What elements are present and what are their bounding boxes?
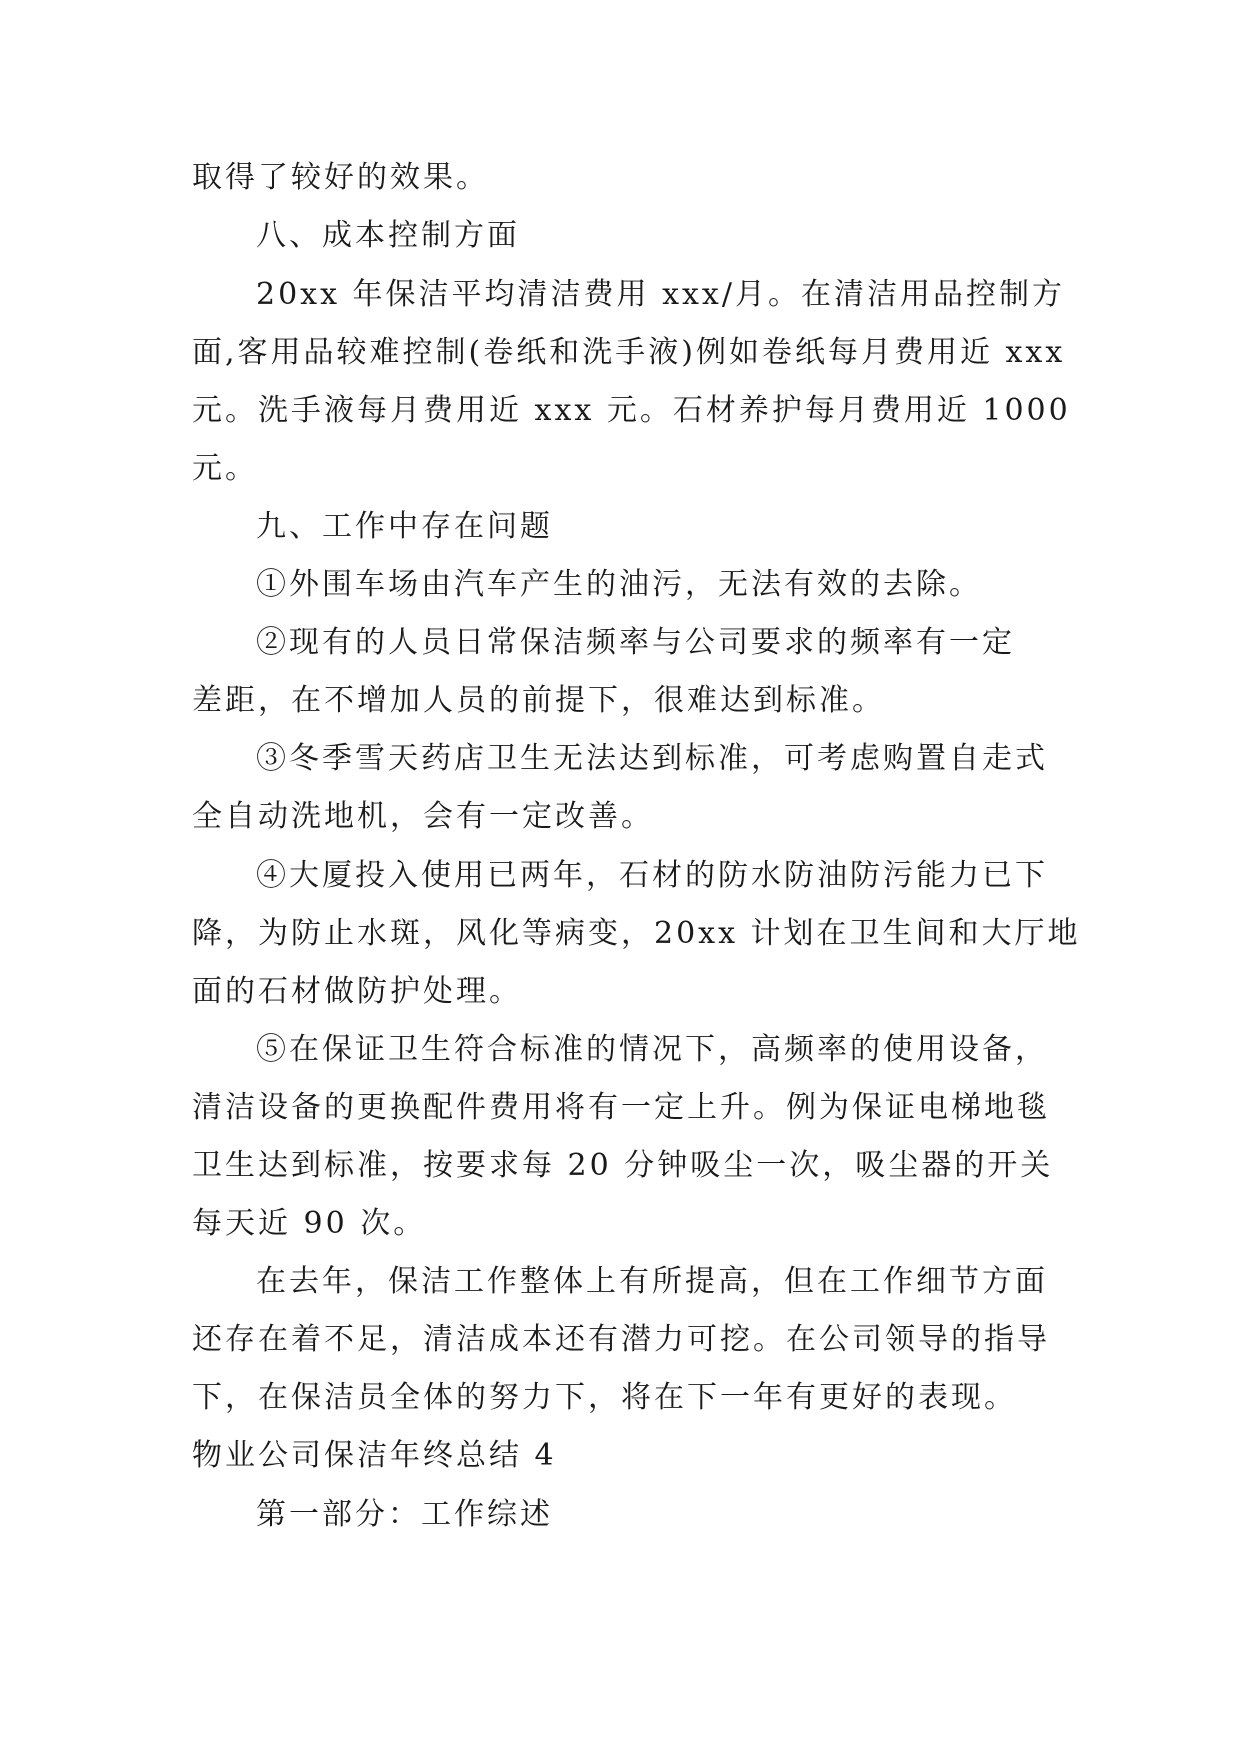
- paragraph-line: 全自动洗地机，会有一定改善。: [192, 799, 654, 834]
- list-item: ④大厦投入使用已两年，石材的防水防油防污能力已下: [256, 858, 1048, 893]
- list-item: ②现有的人员日常保洁频率与公司要求的频率有一定: [256, 625, 1015, 660]
- section-heading: 八、成本控制方面: [256, 218, 520, 253]
- paragraph-line: 在去年，保洁工作整体上有所提高，但在工作细节方面: [256, 1264, 1048, 1299]
- document-title: 物业公司保洁年终总结 4: [192, 1438, 557, 1473]
- paragraph-line: 差距，在不增加人员的前提下，很难达到标准。: [192, 683, 885, 718]
- section-heading: 九、工作中存在问题: [256, 509, 553, 544]
- paragraph-line: 面的石材做防护处理。: [192, 974, 522, 1009]
- paragraph-line: 20xx 年保洁平均清洁费用 xxx/月。在清洁用品控制方: [256, 277, 1065, 312]
- paragraph-line: 降，为防止水斑，风化等病变，20xx 计划在卫生间和大厅地: [192, 916, 1081, 951]
- paragraph-line: 每天近 90 次。: [192, 1206, 427, 1241]
- list-item: ⑤在保证卫生符合标准的情况下，高频率的使用设备，: [256, 1032, 1048, 1067]
- paragraph-line: 取得了较好的效果。: [192, 160, 489, 195]
- list-item: ①外围车场由汽车产生的油污，无法有效的去除。: [256, 567, 982, 602]
- list-item: ③冬季雪天药店卫生无法达到标准，可考虑购置自走式: [256, 741, 1048, 776]
- paragraph-line: 面,客用品较难控制(卷纸和洗手液)例如卷纸每月费用近 xxx: [192, 335, 1066, 370]
- section-heading: 第一部分：工作综述: [256, 1497, 553, 1532]
- paragraph-line: 元。洗手液每月费用近 xxx 元。石材养护每月费用近 1000: [192, 393, 1071, 428]
- paragraph-line: 清洁设备的更换配件费用将有一定上升。例为保证电梯地毯: [192, 1090, 1050, 1125]
- paragraph-line: 卫生达到标准，按要求每 20 分钟吸尘一次，吸尘器的开关: [192, 1148, 1054, 1183]
- paragraph-line: 下，在保洁员全体的努力下，将在下一年有更好的表现。: [192, 1380, 1017, 1415]
- paragraph-line: 元。: [192, 451, 258, 486]
- paragraph-line: 还存在着不足，清洁成本还有潜力可挖。在公司领导的指导: [192, 1322, 1050, 1357]
